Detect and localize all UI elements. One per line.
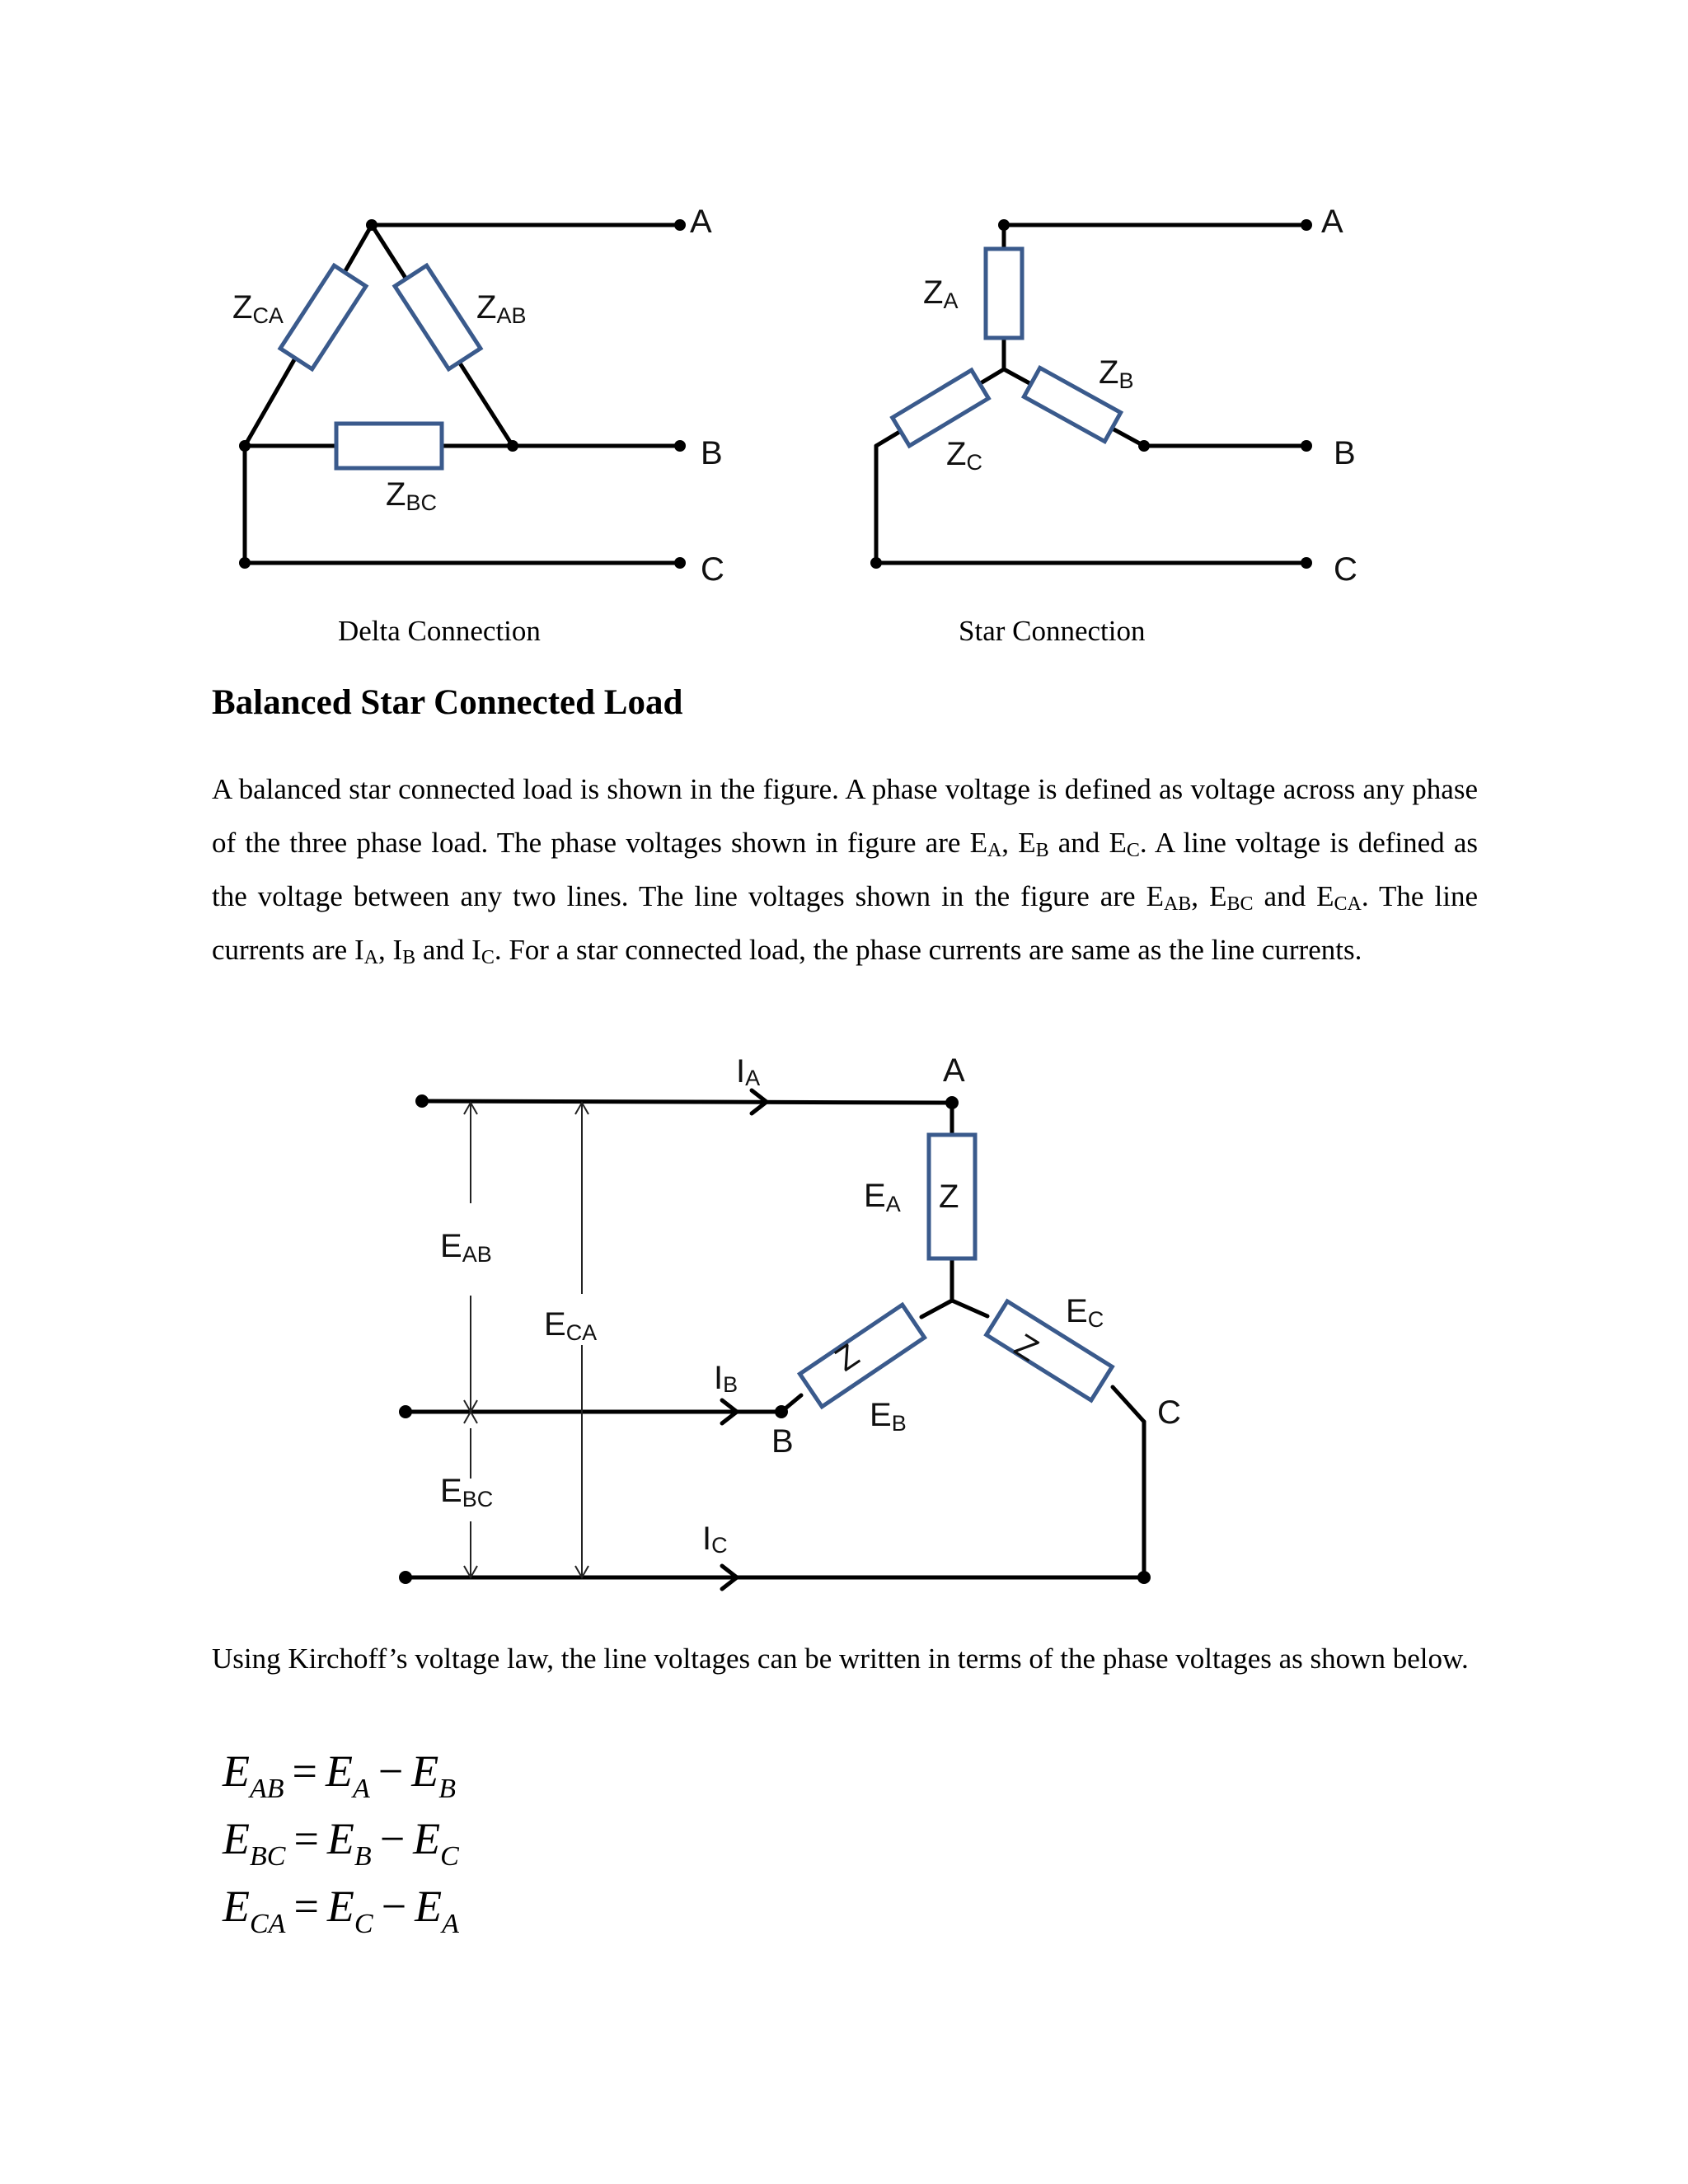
delta-terminal-b: B <box>701 435 723 471</box>
delta-terminal-a: A <box>690 204 712 240</box>
star-label-za: ZA <box>923 274 959 313</box>
label-voltage-ea: EA <box>864 1178 901 1216</box>
label-voltage-eca: ECA <box>544 1306 598 1345</box>
label-current-ib: IB <box>714 1360 738 1397</box>
balanced-star-circuit-diagram <box>399 1052 1181 1589</box>
section-heading: Balanced Star Connected Load <box>212 683 683 722</box>
label-voltage-eab: EAB <box>440 1228 492 1267</box>
label-voltage-eb: EB <box>870 1397 907 1436</box>
label-impedance-zb: Z <box>828 1337 866 1379</box>
label-impedance-za: Z <box>939 1179 959 1215</box>
star-label-zb: ZB <box>1099 354 1134 393</box>
circuit-terminal-b: B <box>771 1423 794 1460</box>
impedance-zb-circuit <box>799 1305 924 1407</box>
delta-terminal-c: C <box>701 551 724 588</box>
equation-eca: $E_{CA} = E_C - E_A$ <box>223 1882 459 1939</box>
impedance-zc <box>893 370 989 446</box>
star-terminal-c: C <box>1334 551 1357 588</box>
delta-label-zca: ZCA <box>232 289 284 328</box>
caption-star-connection: Star Connection <box>959 615 1146 647</box>
paragraph-kvl: Using Kirchoff’s voltage law, the line voltages can be written in terms of the phase voltages as shown below. <box>212 1643 1469 1675</box>
delta-label-zbc: ZBC <box>386 476 437 515</box>
label-voltage-ec: EC <box>1066 1293 1104 1332</box>
equation-eab: $E_{AB} = E_A - E_B$ <box>223 1746 457 1804</box>
circuit-terminal-c: C <box>1157 1394 1181 1431</box>
star-terminal-a: A <box>1321 204 1343 240</box>
equation-ebc: $E_{BC} = E_B - E_C$ <box>223 1814 459 1872</box>
impedance-zab <box>395 265 481 369</box>
label-voltage-ebc: EBC <box>440 1473 494 1511</box>
impedance-zca <box>280 265 366 369</box>
star-connection-diagram <box>870 204 1357 588</box>
label-impedance-zc: Z <box>1008 1327 1045 1369</box>
label-current-ia: IA <box>736 1053 761 1090</box>
impedance-za <box>986 249 1022 338</box>
star-terminal-b: B <box>1334 435 1356 471</box>
star-label-zc: ZC <box>946 436 982 475</box>
impedance-zbc <box>336 424 442 468</box>
label-current-ic: IC <box>702 1521 728 1558</box>
paragraph-definitions: A balanced star connected load is shown in the figure. A phase voltage is defined as voltage across any phase of the three phase load. The phase voltages shown in figure are $E_A$, $E_B$ and $E_C$. A line voltage is defined as the voltage between any two lines. The line voltages shown in the figure are $E_{AB}$, $E_{BC}$ and $E_{CA}$. The line currents are $I_A$, $I_B$ and $I_C$. For a star connected load, the phase currents are same as the line currents. <box>212 773 1478 968</box>
delta-connection-diagram <box>232 204 724 588</box>
delta-label-zab: ZAB <box>476 289 527 328</box>
caption-delta-connection: Delta Connection <box>338 615 541 647</box>
circuit-terminal-a: A <box>943 1052 965 1089</box>
